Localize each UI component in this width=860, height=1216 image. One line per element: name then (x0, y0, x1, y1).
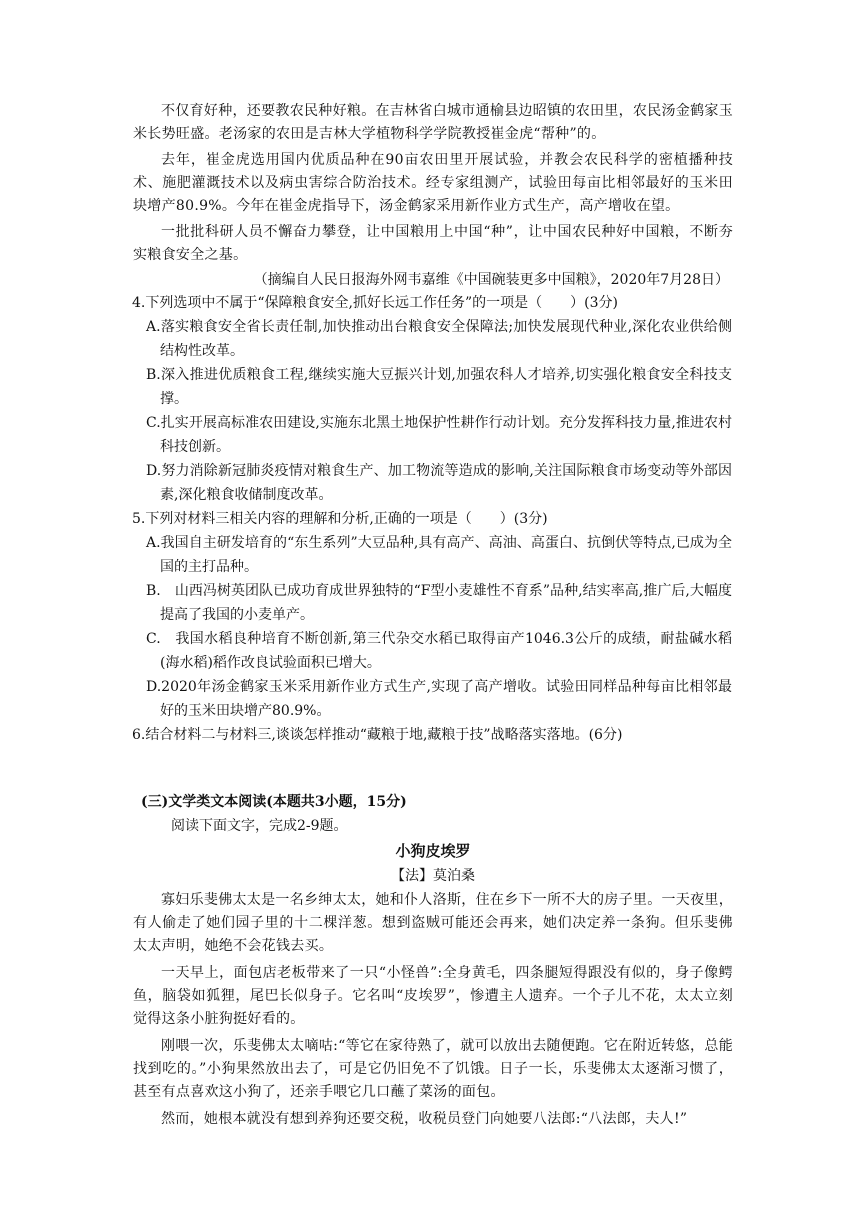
material-paragraph: 不仅育好种，还要教农民种好粮。在吉林省白城市通榆县边昭镇的农田里，农民汤金鹤家玉米长势旺盛。老汤家的农田是吉林大学植物科学学院教授崔金虎“帮种”的。 (133, 103, 733, 142)
material-three (133, 100, 733, 292)
question-5-option-b: B. 山西冯树英团队已成功育成世界独特的“F型小麦雄性不育系”品种,结实率高,推广后,大幅度提高了我国的小麦单产。 (146, 583, 732, 623)
question-4-option-b: B.深入推进优质粮食工程,继续实施大豆振兴计划,加强农科人才培养,切实强化粮食安全科技支撑。 (146, 367, 732, 407)
story-author: 【法】莫泊桑 (391, 868, 475, 884)
material-source: （摘编自人民日报海外网韦嘉维《中国碗装更多中国粮》，2020年7月28日） (253, 272, 729, 288)
question-5-stem: 5.下列对材料三相关内容的理解和分析,正确的一项是（ ）(3分) (132, 511, 548, 527)
section-instruction: 阅读下面文字，完成2-9题。 (171, 818, 348, 834)
question-5-option-c: C. 我国水稻良种培育不断创新,第三代杂交水稻已取得亩产1046.3公斤的成绩，耐盐碱水稻(海水稻)稻作改良试验面积已增大。 (146, 631, 732, 671)
story-paragraph: 一天早上，面包店老板带来了一只“小怪兽”:全身黄毛，四条腿短得跟没有似的，身子像鳄鱼，脑袋如狐狸，尾巴长似身子。它名叫“皮埃罗”，惨遭主人遗弃。一个子儿不花，太太立刻觉得这条小脏狗挺好看的。 (133, 965, 733, 1027)
story-paragraph: 寡妇乐斐佛太太是一名乡绅太太，她和仆人洛斯，住在乡下一所不大的房子里。一天夜里，有人偷走了她们园子里的十二棵洋葱。想到盗贼可能还会再来，她们决定养一条狗。但乐斐佛太太声明，她绝不会花钱去买。 (133, 892, 733, 954)
story-title: 小狗皮埃罗 (395, 842, 471, 860)
questions (132, 291, 732, 747)
question-4-option-c: C.扎实开展高标准农田建设,实施东北黑土地保护性耕作行动计划。充分发挥科技力量,推进农村科技创新。 (146, 415, 732, 455)
question-5-option-d: D.2020年汤金鹤家玉米采用新作业方式生产,实现了高产增收。试验田同样品种每亩比相邻最好的玉米田块增产80.9%。 (146, 679, 732, 719)
material-paragraph: 一批批科研人员不懈奋力攀登，让中国粮用上中国“种”，让中国农民种好中国粮，不断夯实粮食安全之基。 (133, 224, 733, 263)
story-paragraph: 然而，她根本就没有想到养狗还要交税，收税员登门向她要八法郎:“八法郎，夫人!” (161, 1111, 688, 1127)
question-4-option-a: A.落实粮食安全省长责任制,加快推动出台粮食安全保障法;加快发展现代种业,深化农业供给侧结构性改革。 (146, 319, 732, 359)
section-three (133, 790, 733, 1131)
question-6-stem: 6.结合材料二与材料三,谈谈怎样推动“藏粮于地,藏粮于技”战略落实落地。(6分) (132, 727, 623, 743)
question-4-option-d: D.努力消除新冠肺炎疫情对粮食生产、加工物流等造成的影响,关注国际粮食市场变动等外部因素,深化粮食收储制度改革。 (146, 463, 732, 503)
material-paragraph: 去年，崔金虎选用国内优质品种在90亩农田里开展试验，并教会农民科学的密植播种技术、施肥灌溉技术以及病虫害综合防治技术。经专家组测产，试验田每亩比相邻最好的玉米田块增产80.9%。今年在崔金虎指导下，汤金鹤家采用新作业方式生产，高产增收在望。 (133, 152, 733, 214)
section-heading: (三)文学类文本阅读(本题共3小题，15分) (141, 794, 407, 810)
question-5-option-a: A.我国自主研发培育的“东生系列”大豆品种,具有高产、高油、高蛋白、抗倒伏等特点,已成为全国的主打品种。 (146, 535, 732, 575)
question-4-stem: 4.下列选项中不属于“保障粮食安全,抓好长远工作任务”的一项是（ ）(3分) (132, 295, 618, 311)
story-paragraph: 刚喂一次，乐斐佛太太嘀咕:“等它在家待熟了，就可以放出去随便跑。它在附近转悠，总能找到吃的。”小狗果然放出去了，可是它仍旧免不了饥饿。日子一长，乐斐佛太太逐渐习惯了，甚至有点喜欢这小狗了，还亲手喂它几口蘸了菜汤的面包。 (133, 1038, 733, 1100)
